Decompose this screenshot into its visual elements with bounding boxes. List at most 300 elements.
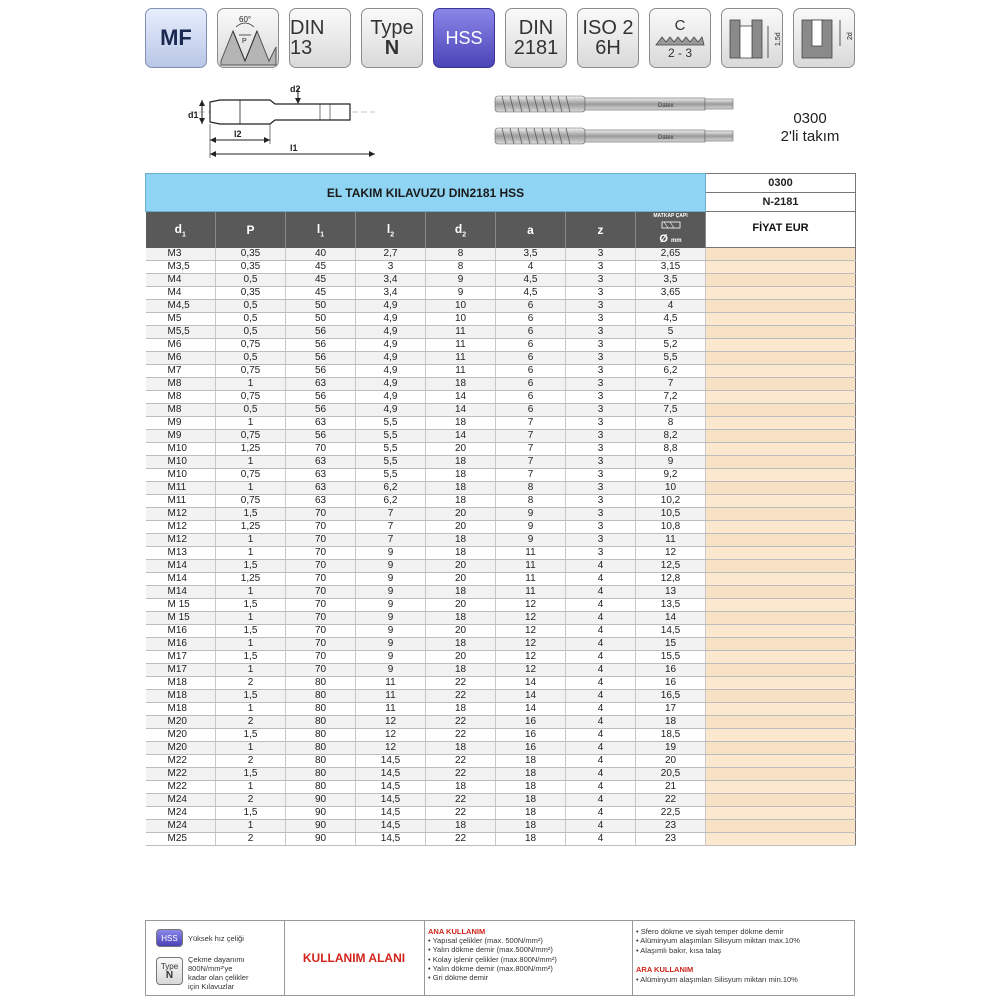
price-cell bbox=[706, 455, 856, 468]
table-cell: 70 bbox=[286, 533, 356, 546]
table-cell: M22 bbox=[146, 780, 216, 793]
header-d1: $d_1$ bbox=[146, 212, 216, 248]
table-cell: 1,25 bbox=[216, 572, 286, 585]
table-cell: 9 bbox=[356, 585, 426, 598]
table-cell: 20 bbox=[636, 754, 706, 767]
table-cell: 14 bbox=[496, 702, 566, 715]
table-row bbox=[146, 468, 856, 481]
table-cell: 56 bbox=[286, 429, 356, 442]
price-cell bbox=[706, 520, 856, 533]
table-cell: 1 bbox=[216, 741, 286, 754]
price-cell bbox=[706, 728, 856, 741]
price-cell bbox=[706, 286, 856, 299]
table-cell: 5,2 bbox=[636, 338, 706, 351]
table-cell: 20 bbox=[426, 559, 496, 572]
table-cell: M4,5 bbox=[146, 299, 216, 312]
table-cell: 16 bbox=[636, 676, 706, 689]
table-cell: 6 bbox=[496, 364, 566, 377]
table-cell: M13 bbox=[146, 546, 216, 559]
table-cell: 7,2 bbox=[636, 390, 706, 403]
price-cell bbox=[706, 702, 856, 715]
table-cell: 14,5 bbox=[356, 754, 426, 767]
badge-chamfer-top: C bbox=[674, 16, 686, 34]
table-cell: 12 bbox=[496, 624, 566, 637]
table-cell: 18 bbox=[426, 585, 496, 598]
table-cell: 9 bbox=[496, 507, 566, 520]
table-cell: 70 bbox=[286, 520, 356, 533]
table-cell: 6 bbox=[496, 377, 566, 390]
price-cell bbox=[706, 754, 856, 767]
table-cell: 9 bbox=[426, 273, 496, 286]
table-cell: 6 bbox=[496, 325, 566, 338]
table-cell: 9 bbox=[356, 572, 426, 585]
price-cell bbox=[706, 650, 856, 663]
table-cell: 6 bbox=[496, 351, 566, 364]
list-item: • Yalın dökme demir (max.800N/mm²) bbox=[428, 964, 557, 973]
table-header-row bbox=[146, 212, 856, 248]
table-cell: 80 bbox=[286, 780, 356, 793]
table-row bbox=[146, 507, 856, 520]
table-cell: 4,5 bbox=[496, 286, 566, 299]
table-cell: 40 bbox=[286, 248, 356, 261]
table-cell: 56 bbox=[286, 390, 356, 403]
table-cell: 11 bbox=[496, 572, 566, 585]
table-cell: M12 bbox=[146, 520, 216, 533]
price-cell bbox=[706, 715, 856, 728]
right-use-list bbox=[636, 927, 800, 955]
table-cell: 10 bbox=[636, 481, 706, 494]
table-cell: M10 bbox=[146, 455, 216, 468]
table-cell: 23 bbox=[636, 832, 706, 845]
table-row bbox=[146, 442, 856, 455]
table-cell: 4 bbox=[566, 702, 636, 715]
table-cell: 3 bbox=[566, 273, 636, 286]
header-d2: $d_2$ bbox=[426, 212, 496, 248]
price-cell bbox=[706, 819, 856, 832]
table-cell: M22 bbox=[146, 767, 216, 780]
table-cell: M24 bbox=[146, 806, 216, 819]
table-cell: 1,5 bbox=[216, 559, 286, 572]
table-cell: 15 bbox=[636, 637, 706, 650]
table-row bbox=[146, 637, 856, 650]
table-cell: 5,5 bbox=[356, 429, 426, 442]
table-cell: 18 bbox=[426, 481, 496, 494]
table-row bbox=[146, 416, 856, 429]
table-cell: 14,5 bbox=[636, 624, 706, 637]
table-cell: 4 bbox=[566, 715, 636, 728]
table-row bbox=[146, 611, 856, 624]
price-cell bbox=[706, 494, 856, 507]
table-cell: 80 bbox=[286, 767, 356, 780]
table-cell: 6 bbox=[496, 312, 566, 325]
table-cell: 14,5 bbox=[356, 806, 426, 819]
table-cell: 18 bbox=[496, 819, 566, 832]
drawing-d2: d2 bbox=[290, 84, 301, 94]
list-item: • Yalın dökme demir (max.500N/mm²) bbox=[428, 945, 557, 954]
table-row bbox=[146, 364, 856, 377]
header-price: FİYAT EUR bbox=[706, 212, 856, 248]
table-cell: M8 bbox=[146, 403, 216, 416]
table-cell: M24 bbox=[146, 793, 216, 806]
table-cell: 3 bbox=[566, 429, 636, 442]
usage-area bbox=[284, 921, 425, 995]
table-cell: 5,5 bbox=[636, 351, 706, 364]
table-cell: 4,9 bbox=[356, 325, 426, 338]
table-cell: 3 bbox=[566, 248, 636, 261]
table-row bbox=[146, 273, 856, 286]
table-cell: 9 bbox=[356, 546, 426, 559]
tap-dimension-drawing bbox=[180, 82, 380, 162]
table-cell: 3 bbox=[566, 338, 636, 351]
table-cell: 4 bbox=[566, 741, 636, 754]
badge-iso-bottom: 6H bbox=[595, 37, 621, 59]
legend-badges bbox=[146, 921, 285, 995]
table-cell: 18 bbox=[496, 806, 566, 819]
table-cell: 2 bbox=[216, 793, 286, 806]
table-cell: 18 bbox=[426, 702, 496, 715]
table-cell: 22 bbox=[426, 806, 496, 819]
table-cell: M6 bbox=[146, 338, 216, 351]
table-cell: M14 bbox=[146, 585, 216, 598]
table-cell: 7 bbox=[496, 468, 566, 481]
table-cell: 7 bbox=[496, 455, 566, 468]
price-cell bbox=[706, 273, 856, 286]
table-cell: 20 bbox=[426, 572, 496, 585]
table-row bbox=[146, 455, 856, 468]
table-cell: 18 bbox=[426, 663, 496, 676]
table-cell: 63 bbox=[286, 481, 356, 494]
table-cell: 3 bbox=[566, 351, 636, 364]
chamfer-thread-icon bbox=[654, 33, 706, 47]
table-cell: M8 bbox=[146, 377, 216, 390]
table-cell: 9 bbox=[356, 650, 426, 663]
table-cell: 23 bbox=[636, 819, 706, 832]
header-l2: $l_2$ bbox=[356, 212, 426, 248]
table-row bbox=[146, 780, 856, 793]
header-z: z bbox=[566, 212, 636, 248]
price-cell bbox=[706, 351, 856, 364]
badge-hss-label: HSS bbox=[445, 28, 483, 48]
table-cell: 4 bbox=[566, 650, 636, 663]
secondary-use-section bbox=[632, 921, 854, 995]
table-cell: 11 bbox=[356, 689, 426, 702]
price-cell bbox=[706, 416, 856, 429]
table-cell: 16 bbox=[496, 728, 566, 741]
price-cell bbox=[706, 429, 856, 442]
table-cell: 18 bbox=[426, 819, 496, 832]
table-cell: 70 bbox=[286, 559, 356, 572]
table-row bbox=[146, 325, 856, 338]
table-cell: 50 bbox=[286, 299, 356, 312]
table-cell: 3 bbox=[566, 299, 636, 312]
table-cell: M10 bbox=[146, 442, 216, 455]
table-cell: 12 bbox=[356, 741, 426, 754]
table-cell: 1 bbox=[216, 546, 286, 559]
price-cell bbox=[706, 689, 856, 702]
list-item: • Sfero dökme ve siyah temper dökme demir bbox=[636, 927, 800, 936]
table-cell: M3,5 bbox=[146, 260, 216, 273]
table-cell: 18 bbox=[426, 416, 496, 429]
list-item: • Kolay işlenir çelikler (max.800N/mm²) bbox=[428, 955, 557, 964]
table-row bbox=[146, 248, 856, 261]
table-cell: 3 bbox=[356, 260, 426, 273]
table-cell: 70 bbox=[286, 572, 356, 585]
table-row bbox=[146, 286, 856, 299]
table-cell: 3 bbox=[566, 286, 636, 299]
table-cell: 56 bbox=[286, 403, 356, 416]
header-drill-diameter bbox=[636, 212, 706, 248]
table-cell: 16 bbox=[496, 715, 566, 728]
table-cell: 20,5 bbox=[636, 767, 706, 780]
table-cell: 7 bbox=[356, 533, 426, 546]
price-cell bbox=[706, 585, 856, 598]
table-cell: 7 bbox=[496, 416, 566, 429]
table-cell: 17 bbox=[636, 702, 706, 715]
table-cell: 22 bbox=[426, 676, 496, 689]
table-cell: 90 bbox=[286, 832, 356, 845]
table-cell: 4 bbox=[566, 728, 636, 741]
table-cell: M11 bbox=[146, 494, 216, 507]
table-cell: 20 bbox=[426, 442, 496, 455]
table-cell: 1 bbox=[216, 702, 286, 715]
table-cell: 12 bbox=[496, 611, 566, 624]
table-cell: 14,5 bbox=[356, 793, 426, 806]
badge-type-n bbox=[361, 8, 423, 68]
table-row bbox=[146, 663, 856, 676]
price-cell bbox=[706, 806, 856, 819]
table-cell: 3,5 bbox=[496, 248, 566, 261]
table-cell: 3 bbox=[566, 455, 636, 468]
table-cell: 56 bbox=[286, 364, 356, 377]
price-cell bbox=[706, 676, 856, 689]
table-cell: 6 bbox=[496, 299, 566, 312]
table-cell: 90 bbox=[286, 819, 356, 832]
table-cell: 1,5 bbox=[216, 650, 286, 663]
table-cell: 1,25 bbox=[216, 520, 286, 533]
table-row bbox=[146, 299, 856, 312]
spec-badges bbox=[145, 8, 860, 70]
table-cell: 3 bbox=[566, 377, 636, 390]
table-cell: M4 bbox=[146, 273, 216, 286]
tap-photo-icon bbox=[490, 88, 740, 158]
table-cell: M20 bbox=[146, 715, 216, 728]
table-cell: 18 bbox=[426, 611, 496, 624]
table-cell: 7 bbox=[496, 429, 566, 442]
table-cell: 18 bbox=[496, 780, 566, 793]
table-cell: 0,5 bbox=[216, 351, 286, 364]
table-cell: 0,75 bbox=[216, 364, 286, 377]
table-cell: 12 bbox=[496, 663, 566, 676]
table-cell: 4 bbox=[566, 832, 636, 845]
price-cell bbox=[706, 663, 856, 676]
table-cell: 0,35 bbox=[216, 260, 286, 273]
table-cell: 10 bbox=[426, 299, 496, 312]
table-cell: 4,9 bbox=[356, 403, 426, 416]
thread-angle-label: 60° bbox=[239, 15, 252, 24]
table-cell: 20 bbox=[426, 507, 496, 520]
table-cell: 9 bbox=[356, 611, 426, 624]
table-cell: 14,5 bbox=[356, 767, 426, 780]
table-cell: 70 bbox=[286, 507, 356, 520]
drawing-d1: d1 bbox=[188, 110, 199, 120]
table-cell: 80 bbox=[286, 754, 356, 767]
table-cell: 10,2 bbox=[636, 494, 706, 507]
table-cell: 18 bbox=[426, 780, 496, 793]
table-cell: 0,5 bbox=[216, 299, 286, 312]
table-cell: M9 bbox=[146, 429, 216, 442]
table-cell: 0,5 bbox=[216, 325, 286, 338]
table-cell: 8 bbox=[496, 481, 566, 494]
table-cell: 9 bbox=[496, 533, 566, 546]
table-row bbox=[146, 624, 856, 637]
set-code: 0300 bbox=[793, 110, 827, 127]
depth-label: 1,5d bbox=[775, 32, 782, 46]
table-cell: M 15 bbox=[146, 611, 216, 624]
price-cell bbox=[706, 611, 856, 624]
table-cell: 70 bbox=[286, 585, 356, 598]
badge-type-bottom: N bbox=[384, 37, 400, 59]
table-cell: 13 bbox=[636, 585, 706, 598]
table-cell: 0,35 bbox=[216, 286, 286, 299]
table-cell: 70 bbox=[286, 637, 356, 650]
table-cell: 45 bbox=[286, 273, 356, 286]
table-cell: M14 bbox=[146, 559, 216, 572]
table-row bbox=[146, 533, 856, 546]
table-row bbox=[146, 767, 856, 780]
table-cell: 4 bbox=[566, 793, 636, 806]
table-cell: 63 bbox=[286, 455, 356, 468]
table-cell: 4,9 bbox=[356, 338, 426, 351]
table-row bbox=[146, 520, 856, 533]
table-cell: 4,5 bbox=[496, 273, 566, 286]
table-cell: 80 bbox=[286, 689, 356, 702]
table-cell: 6 bbox=[496, 403, 566, 416]
depth-label-2: 2d bbox=[847, 32, 854, 40]
table-cell: 45 bbox=[286, 260, 356, 273]
table-cell: 5,5 bbox=[356, 455, 426, 468]
table-cell: 0,75 bbox=[216, 429, 286, 442]
table-row bbox=[146, 494, 856, 507]
price-cell bbox=[706, 299, 856, 312]
table-cell: 12 bbox=[636, 546, 706, 559]
table-cell: 4 bbox=[566, 624, 636, 637]
main-use-list bbox=[428, 936, 557, 982]
table-cell: 80 bbox=[286, 715, 356, 728]
legend-hss-text: Yüksek hız çeliği bbox=[188, 934, 244, 943]
table-cell: 1,25 bbox=[216, 442, 286, 455]
table-cell: 14 bbox=[426, 429, 496, 442]
table-cell: 11 bbox=[356, 702, 426, 715]
table-cell: 6,2 bbox=[356, 494, 426, 507]
table-cell: 3 bbox=[566, 364, 636, 377]
table-cell: 2 bbox=[216, 676, 286, 689]
table-cell: 7 bbox=[356, 507, 426, 520]
table-cell: 80 bbox=[286, 702, 356, 715]
table-cell: M24 bbox=[146, 819, 216, 832]
table-cell: 1 bbox=[216, 416, 286, 429]
table-cell: 3 bbox=[566, 507, 636, 520]
table-cell: M18 bbox=[146, 702, 216, 715]
list-item: • Gri dökme demir bbox=[428, 973, 557, 982]
table-cell: 3,65 bbox=[636, 286, 706, 299]
table-row bbox=[146, 260, 856, 273]
table-cell: M20 bbox=[146, 741, 216, 754]
table-cell: 11 bbox=[426, 351, 496, 364]
table-cell: M3 bbox=[146, 248, 216, 261]
table-cell: 9,2 bbox=[636, 468, 706, 481]
set-label bbox=[760, 110, 860, 146]
table-cell: 9 bbox=[356, 663, 426, 676]
table-cell: 14,5 bbox=[356, 780, 426, 793]
table-cell: M17 bbox=[146, 663, 216, 676]
table-cell: 3 bbox=[566, 312, 636, 325]
table-cell: 1 bbox=[216, 663, 286, 676]
price-cell bbox=[706, 338, 856, 351]
table-cell: 1,5 bbox=[216, 767, 286, 780]
table-cell: M16 bbox=[146, 637, 216, 650]
table-cell: 14 bbox=[426, 390, 496, 403]
table-cell: 22 bbox=[426, 793, 496, 806]
through-hole-icon bbox=[724, 12, 780, 64]
table-cell: 9 bbox=[496, 520, 566, 533]
table-cell: 4 bbox=[566, 611, 636, 624]
price-cell bbox=[706, 598, 856, 611]
table-cell: 63 bbox=[286, 416, 356, 429]
table-cell: 1 bbox=[216, 481, 286, 494]
table-cell: 5 bbox=[636, 325, 706, 338]
table-cell: 1,5 bbox=[216, 507, 286, 520]
table-row bbox=[146, 832, 856, 845]
table-row bbox=[146, 741, 856, 754]
table-cell: M12 bbox=[146, 507, 216, 520]
table-cell: 2 bbox=[216, 754, 286, 767]
table-cell: 0,5 bbox=[216, 312, 286, 325]
table-cell: 10 bbox=[426, 312, 496, 325]
table-title: EL TAKIM KILAVUZU DIN2181 HSS bbox=[146, 174, 706, 212]
table-cell: 2,65 bbox=[636, 248, 706, 261]
badge-iso2 bbox=[577, 8, 639, 68]
table-cell: 18 bbox=[426, 468, 496, 481]
table-cell: 5,5 bbox=[356, 468, 426, 481]
table-cell: 0,75 bbox=[216, 338, 286, 351]
table-cell: 18 bbox=[496, 767, 566, 780]
table-cell: M 15 bbox=[146, 598, 216, 611]
table-cell: 1 bbox=[216, 533, 286, 546]
drawing-l2: l2 bbox=[234, 129, 242, 139]
table-cell: 3 bbox=[566, 325, 636, 338]
list-item: • Alaşımlı bakır, kısa talaş bbox=[636, 946, 800, 955]
price-cell bbox=[706, 442, 856, 455]
table-cell: 22 bbox=[636, 793, 706, 806]
header-a: a bbox=[496, 212, 566, 248]
table-cell: 4,9 bbox=[356, 390, 426, 403]
price-cell bbox=[706, 546, 856, 559]
table-cell: 9 bbox=[636, 455, 706, 468]
table-cell: M18 bbox=[146, 689, 216, 702]
table-row bbox=[146, 403, 856, 416]
price-cell bbox=[706, 390, 856, 403]
table-row bbox=[146, 754, 856, 767]
table-cell: 4,9 bbox=[356, 312, 426, 325]
table-row bbox=[146, 585, 856, 598]
table-cell: 18 bbox=[426, 546, 496, 559]
price-cell bbox=[706, 312, 856, 325]
table-cell: 18 bbox=[426, 533, 496, 546]
price-cell bbox=[706, 364, 856, 377]
table-row bbox=[146, 793, 856, 806]
table-cell: 19 bbox=[636, 741, 706, 754]
table-cell: 12 bbox=[496, 637, 566, 650]
